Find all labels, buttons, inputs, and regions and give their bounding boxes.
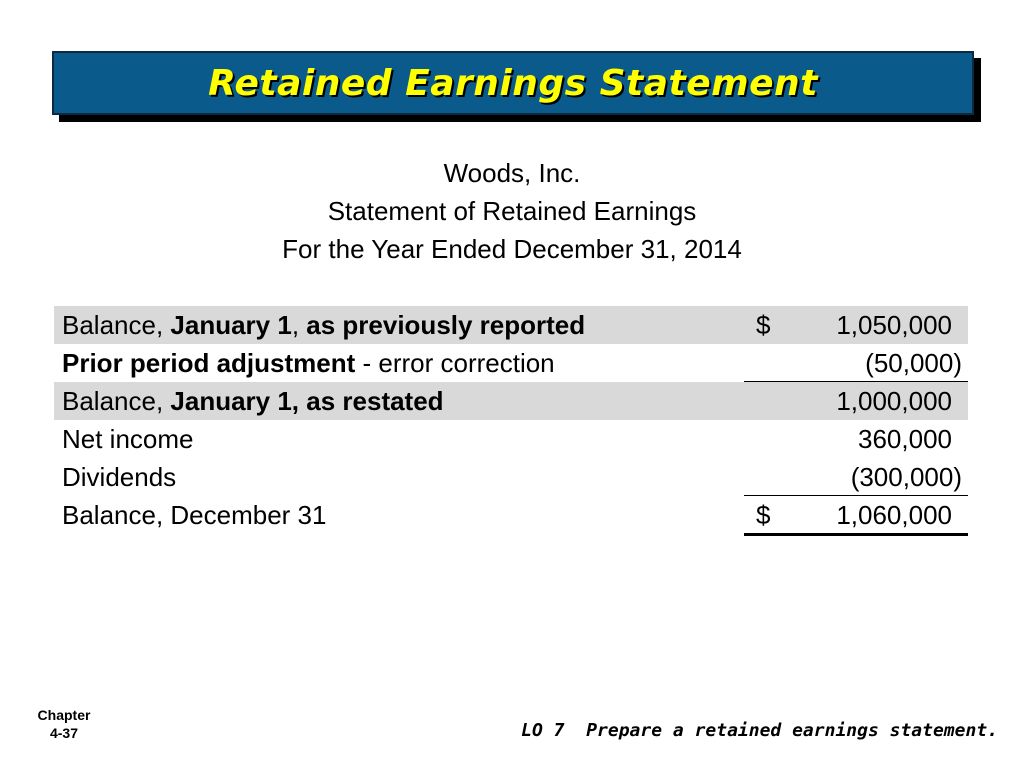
row-label: Net income [62,424,194,454]
title-bar [52,51,974,115]
row-label: Balance, December 31 [62,500,327,530]
statement-period: For the Year Ended December 31, 2014 [282,234,742,264]
table-row-net-income [54,420,968,458]
table-row-ending-balance [54,496,968,534]
row-label: Prior period adjustment - error correction [62,348,555,378]
chapter-text: Chapter [37,707,91,723]
row-label: Dividends [62,462,177,492]
row-amount: (300,000) [850,462,962,492]
row-amount: 1,060,000 [836,500,952,530]
row-amount: 1,000,000 [836,386,952,416]
retained-earnings-table [54,306,968,534]
row-label: Balance, January 1, as restated [62,386,444,416]
row-amount: 1,050,000 [836,310,952,340]
row-amount: 360,000 [858,424,952,454]
table-row-prior-period-adjustment [54,344,968,382]
table-row-dividends [54,458,968,496]
table-row-balance-restated [54,382,968,420]
dollar-sign: $ [756,500,771,530]
slide-title: Retained Earnings Statement [208,62,818,104]
statement-name: Statement of Retained Earnings [327,196,697,226]
table-row-balance-previously-reported [54,306,968,344]
chapter-page-number: 4-37 [49,725,79,741]
chapter-label [28,706,100,742]
row-label: Balance, January 1, as previously reported [62,310,586,340]
dollar-sign: $ [756,310,771,340]
total-double-underline [744,533,968,536]
company-name: Woods, Inc. [443,158,581,188]
row-amount: (50,000) [865,348,962,378]
learning-objective: LO 7 Prepare a retained earnings statement. [521,720,998,741]
